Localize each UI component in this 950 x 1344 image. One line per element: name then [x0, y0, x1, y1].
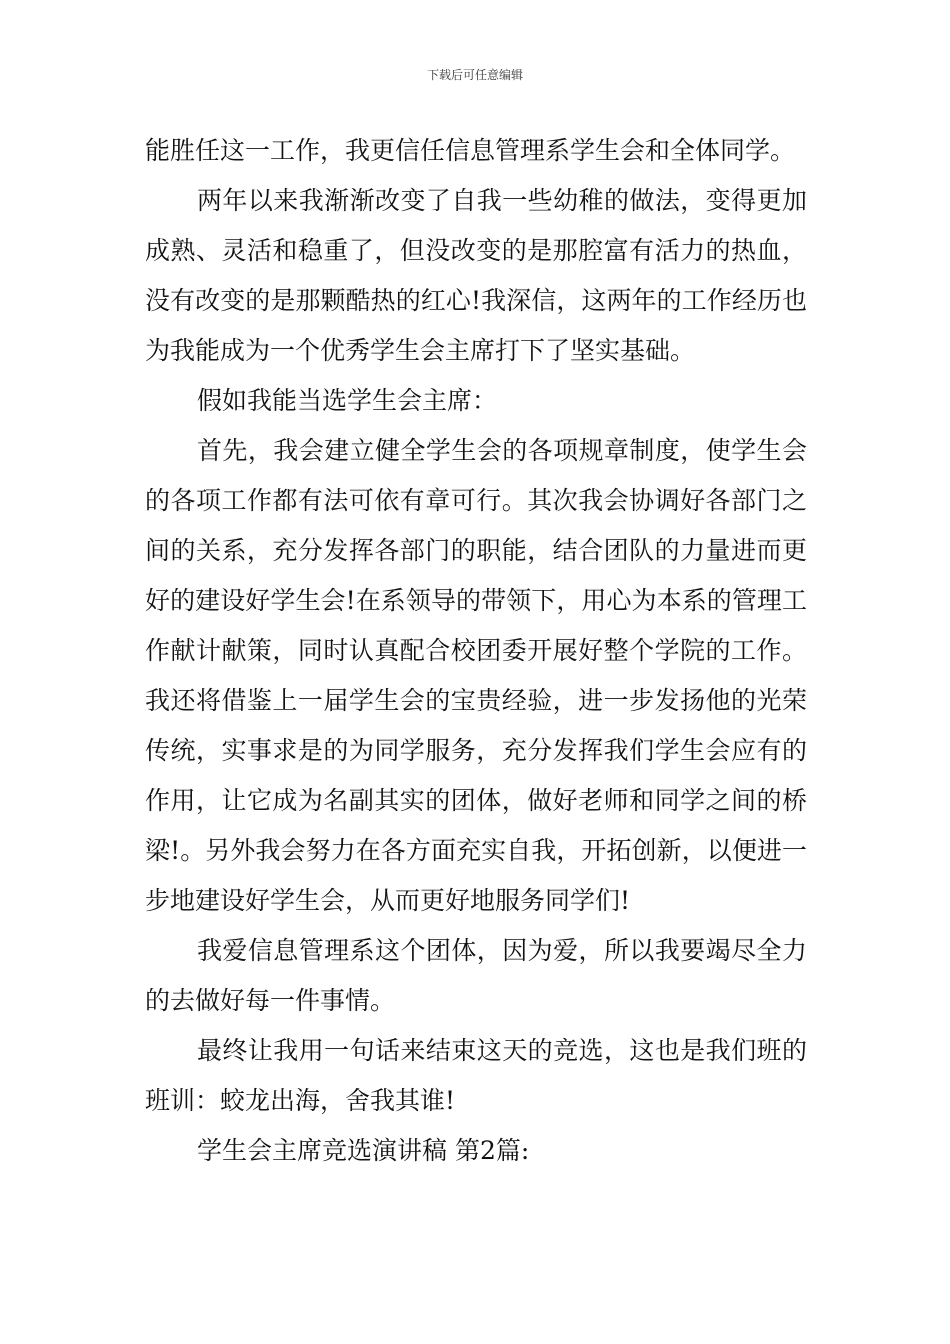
- paragraph-1: 能胜任这一工作，我更信任信息管理系学生会和全体同学。: [145, 136, 796, 165]
- page-header: 下载后可任意编辑: [426, 68, 523, 82]
- paragraph-5: 我爱信息管理系这个团体，因为爱，所以我要竭尽全力的去做好每一件事情。: [145, 936, 807, 1015]
- document-body: [145, 126, 807, 1176]
- paragraph-6: 最终让我用一句话来结束这天的竞选，这也是我们班的班训：蛟龙出海，舍我其谁!: [145, 1036, 807, 1115]
- paragraph-3: 假如我能当选学生会主席：: [197, 386, 498, 415]
- section-heading: 学生会主席竞选演讲稿 第2篇:: [197, 1136, 530, 1165]
- paragraph-2: 两年以来我渐渐改变了自我一些幼稚的做法，变得更加成熟、灵活和稳重了，但没改变的是那腔富有活力的热血，没有改变的是那颗酷热的红心!我深信，这两年的工作经历也为我能成为一个优秀学生会主席打下了坚实基础。: [145, 186, 807, 365]
- paragraph-4: 首先，我会建立健全学生会的各项规章制度，使学生会的各项工作都有法可依有章可行。其次我会协调好各部门之间的关系，充分发挥各部门的职能，结合团队的力量进而更好的建设好学生会!在系领导的带领下，用心为本系的管理工作献计献策，同时认真配合校团委开展好整个学院的工作。我还将借鉴上一届学生会的宝贵经验，进一步发扬他的光荣传统，实事求是的为同学服务，充分发挥我们学生会应有的作用，让它成为名副其实的团体，做好老师和同学之间的桥梁!。另外我会努力在各方面充实自我，开拓创新，以便进一步地建设好学生会，从而更好地服务同学们!: [145, 436, 807, 915]
